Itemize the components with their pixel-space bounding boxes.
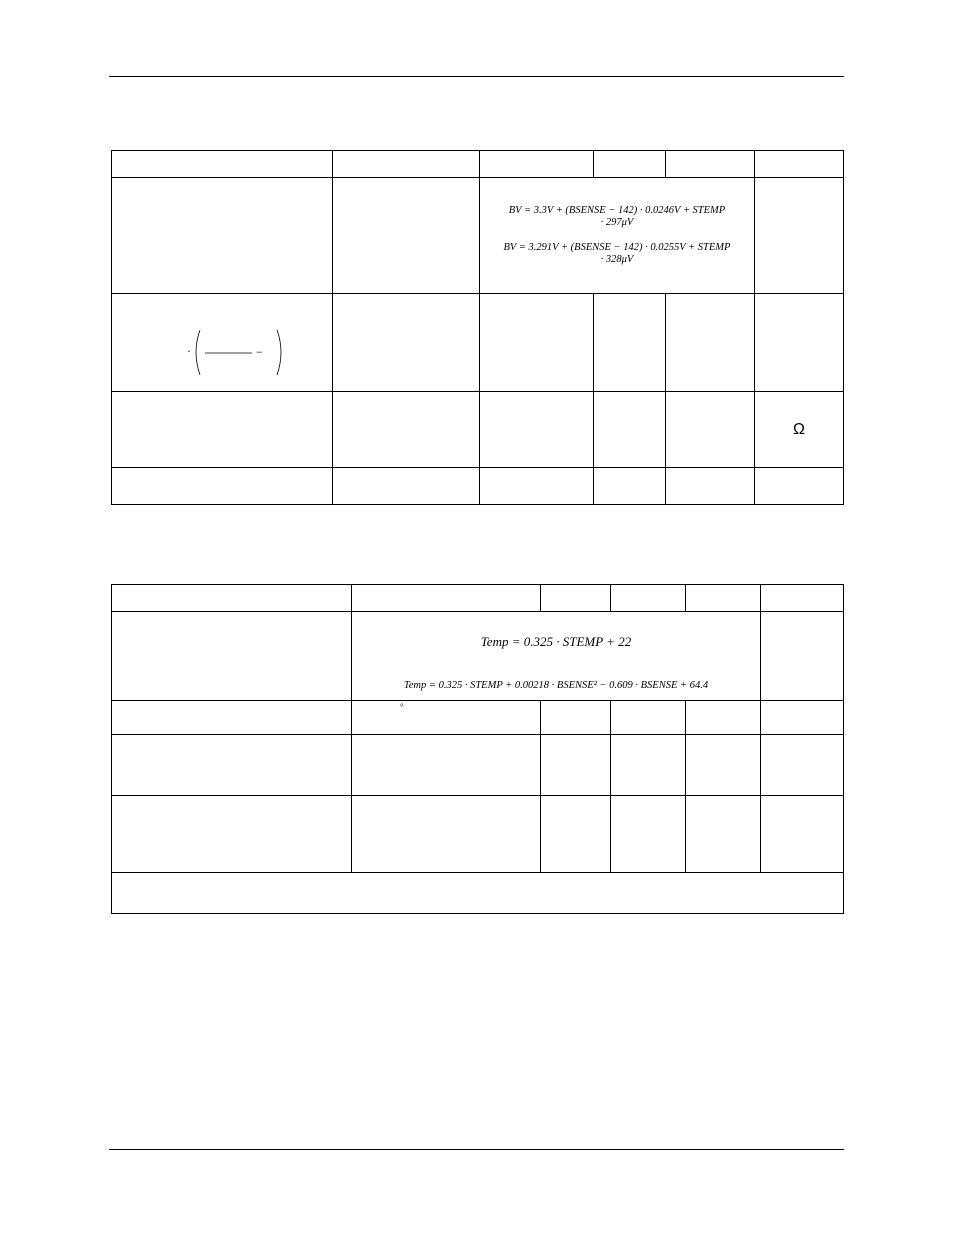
- table-cell: [666, 294, 755, 392]
- table-cell: [333, 392, 480, 468]
- temperature-formula-cell: [352, 612, 761, 701]
- table-cell: [611, 701, 686, 735]
- table-row: [112, 178, 844, 294]
- degree-symbol: °: [400, 702, 404, 712]
- table-row: [112, 701, 844, 735]
- table-row: [112, 796, 844, 873]
- table-cell: [755, 468, 844, 505]
- dot-operator: ·: [187, 343, 191, 358]
- header-cell: [666, 151, 755, 178]
- header-cell: [333, 151, 480, 178]
- header-cell: [686, 585, 761, 612]
- table-cell: [352, 735, 541, 796]
- header-cell: [611, 585, 686, 612]
- table-cell: [333, 178, 480, 294]
- formula-bv-a: BV = 3.3V + (BSENSE − 142) · 0.0246V + STEMP · 297μV: [508, 205, 726, 228]
- table-cell: [686, 796, 761, 873]
- table-cell: [480, 294, 594, 392]
- table-cell: [541, 796, 611, 873]
- table-cell: [333, 294, 480, 392]
- battery-voltage-formula-cell: [480, 178, 755, 294]
- table-cell: [666, 468, 755, 505]
- table-cell: [541, 735, 611, 796]
- table-cell: [112, 178, 333, 294]
- header-cell: [480, 151, 594, 178]
- table-row: [112, 612, 844, 701]
- table-cell: [611, 735, 686, 796]
- table-cell: [761, 735, 844, 796]
- table-row: [112, 468, 844, 505]
- table-cell: [352, 796, 541, 873]
- table-row: [112, 735, 844, 796]
- table-header-row: [112, 151, 844, 178]
- table-cell: [333, 468, 480, 505]
- table-cell: [761, 612, 844, 701]
- fraction-expression: [112, 295, 333, 391]
- footer-rule: [109, 1149, 844, 1150]
- table-header-row: [112, 585, 844, 612]
- table-row: [112, 294, 844, 392]
- table-cell: [755, 294, 844, 392]
- table-cell: [112, 468, 333, 505]
- header-rule: [109, 76, 844, 77]
- table-footnote-row: [112, 873, 844, 914]
- unit-ohm: Ω: [755, 392, 844, 468]
- minus-operator: −: [256, 344, 263, 359]
- header-cell: [594, 151, 666, 178]
- table-cell: [594, 468, 666, 505]
- table-row: [112, 392, 844, 468]
- table-cell: [686, 735, 761, 796]
- formula-temp-a: Temp = 0.325 · STEMP + 22: [480, 634, 632, 649]
- table-cell: [666, 392, 755, 468]
- table-cell: [761, 701, 844, 735]
- table-cell: [686, 701, 761, 735]
- table-cell: [112, 612, 352, 701]
- table-cell: [594, 392, 666, 468]
- table-cell: [594, 294, 666, 392]
- table-cell: [755, 178, 844, 294]
- table-cell: [480, 468, 594, 505]
- spec-table-2: [111, 584, 844, 914]
- header-cell: [755, 151, 844, 178]
- table-cell: [112, 796, 352, 873]
- spec-table-1: [111, 150, 844, 505]
- header-cell: [352, 585, 541, 612]
- table-cell: [112, 735, 352, 796]
- header-cell: [112, 151, 333, 178]
- table-cell: [611, 796, 686, 873]
- fraction-formula-cell: [112, 294, 333, 392]
- formula-bv-b: BV = 3.291V + (BSENSE − 142) · 0.0255V + STEMP · 328μV: [503, 242, 731, 265]
- table-cell: [761, 796, 844, 873]
- header-cell: [112, 585, 352, 612]
- table-cell: [541, 701, 611, 735]
- header-cell: [541, 585, 611, 612]
- table-cell: [480, 392, 594, 468]
- table-cell: [112, 392, 333, 468]
- formula-temp-b: Temp = 0.325 · STEMP + 0.00218 · BSENSE² − 0.609 · BSENSE + 64.4: [403, 680, 709, 691]
- table-cell: [352, 701, 541, 735]
- table-cell: [112, 701, 352, 735]
- header-cell: [761, 585, 844, 612]
- footnote-cell: [112, 873, 844, 914]
